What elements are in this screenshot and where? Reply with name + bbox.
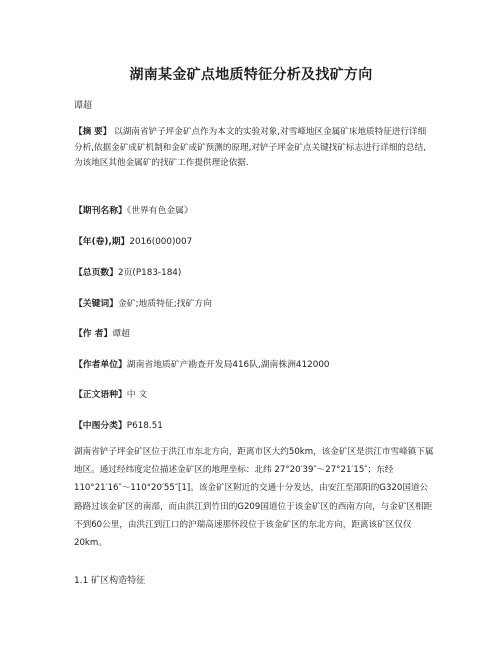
field-author-unit bbox=[74, 357, 330, 370]
field-key: 【正文语种】 bbox=[74, 390, 127, 400]
field-total-pages bbox=[74, 265, 181, 278]
field-journal bbox=[74, 203, 193, 216]
field-author bbox=[74, 326, 130, 339]
author-name: 谭超 bbox=[74, 101, 93, 111]
field-key: 【作 者】 bbox=[74, 329, 113, 339]
field-value: 谭超 bbox=[112, 329, 130, 339]
field-value: 《世界有色金属》 bbox=[126, 206, 193, 216]
field-value: 2016(000)007 bbox=[129, 237, 193, 247]
field-language bbox=[74, 387, 147, 400]
field-key: 【总页数】 bbox=[74, 268, 118, 278]
field-classification bbox=[74, 418, 163, 431]
field-key: 【中图分类】 bbox=[74, 421, 127, 431]
document-title: 湖南某金矿点地质特征分析及找矿方向 bbox=[129, 67, 373, 83]
field-value: 湖南省地质矿产勘查开发局416队,湖南株洲412000 bbox=[126, 360, 330, 370]
abstract-block bbox=[74, 125, 434, 172]
field-volume-issue bbox=[74, 234, 192, 247]
abstract-label: 【摘 要】 bbox=[74, 127, 112, 137]
body-paragraph: 湖南省铲子坪金矿区位于洪江市东北方向，距离市区大约50km，该金矿区是洪江市雪峰镇下属地区。通过经纬度定位描述金矿区的地理坐标：北纬 27°20′39″～27°21′15″；东经 110°21′16″～110°20′55″[1]。该金矿区附近的交通十分发达，由安江至邵阳的G320国道公路路过该金矿区的南部，而由洪江到竹田的G209国道位于该金矿区的西南方向，与金矿区相距不到60公里，由洪江到江口的沪瑞高速那怀段位于该金矿区的东北方向，距离该矿区仅仅20km。 bbox=[74, 447, 434, 549]
field-value: P618.51 bbox=[126, 421, 163, 431]
section-heading: 1.1 矿区构造特征 bbox=[74, 576, 146, 586]
abstract-text: 以湖南省铲子坪金矿点作为本文的实验对象,对雪峰地区金属矿床地质特征进行详细分析,依据金矿成矿机制和金矿成矿预测的原理,对铲子坪金矿点关键找矿标志进行详细的总结,为该地区其他金属矿的找矿工作提供理论依据. bbox=[74, 127, 427, 168]
field-key: 【期刊名称】 bbox=[74, 206, 127, 216]
field-key: 【作者单位】 bbox=[74, 360, 127, 370]
field-key: 【关键词】 bbox=[74, 299, 118, 309]
field-keywords bbox=[74, 296, 212, 309]
field-key: 【年(卷),期】 bbox=[74, 237, 130, 247]
field-value: 金矿;地质特征;找矿方向 bbox=[118, 299, 212, 309]
field-value: 2页(P183-184) bbox=[118, 268, 182, 278]
field-value: 中 文 bbox=[126, 390, 148, 400]
